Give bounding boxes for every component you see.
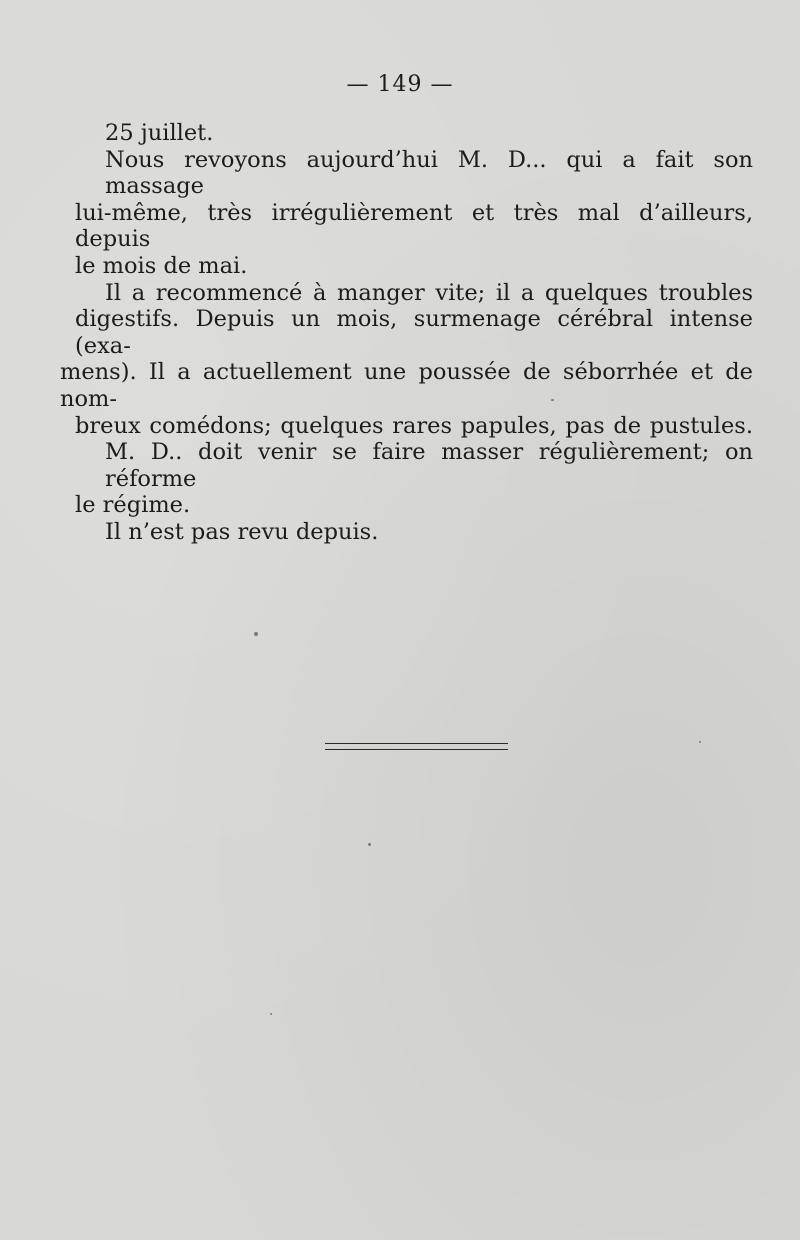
paragraph-2-line-2: digestifs. Depuis un mois, surmenage cérébral intense (exa- (75, 306, 753, 359)
paragraph-2-line-1: Il a recommencé à manger vite; il a quelques troubles (105, 279, 753, 306)
end-double-rule (325, 743, 508, 750)
paragraph-3-line-2: le régime. (75, 492, 191, 519)
paper-speck (551, 399, 554, 401)
paragraph-3-line-1: M. D.. doit venir se faire masser régulièrement; on réforme (105, 439, 753, 492)
paper-speck (270, 1013, 272, 1015)
paragraph-4-line-1: Il n’est pas revu depuis. (105, 518, 379, 545)
body-text (60, 120, 753, 546)
header-dash-left: — (346, 72, 370, 97)
paragraph-2-line-3: mens). Il a actuellement une poussée de séborrhée et de nom- (60, 359, 753, 412)
paragraph-1-line-1: Nous revoyons aujourd’hui M. D... qui a fait son massage (105, 146, 753, 200)
paragraph-2-line-4: breux comédons; quelques rares papules, pas de pustules. (75, 412, 753, 439)
date-heading: 25 juillet. (105, 120, 214, 146)
paper-speck (254, 632, 258, 636)
paper-speck (699, 741, 701, 743)
page-number-header (0, 72, 800, 97)
page-number: 149 (377, 72, 423, 97)
paper-speck (368, 843, 371, 846)
header-dash-right: — (430, 72, 454, 97)
paragraph-1-line-3: le mois de mai. (75, 252, 248, 279)
paragraph-1-line-2: lui-même, très irrégulièrement et très mal d’ailleurs, depuis (75, 199, 753, 253)
